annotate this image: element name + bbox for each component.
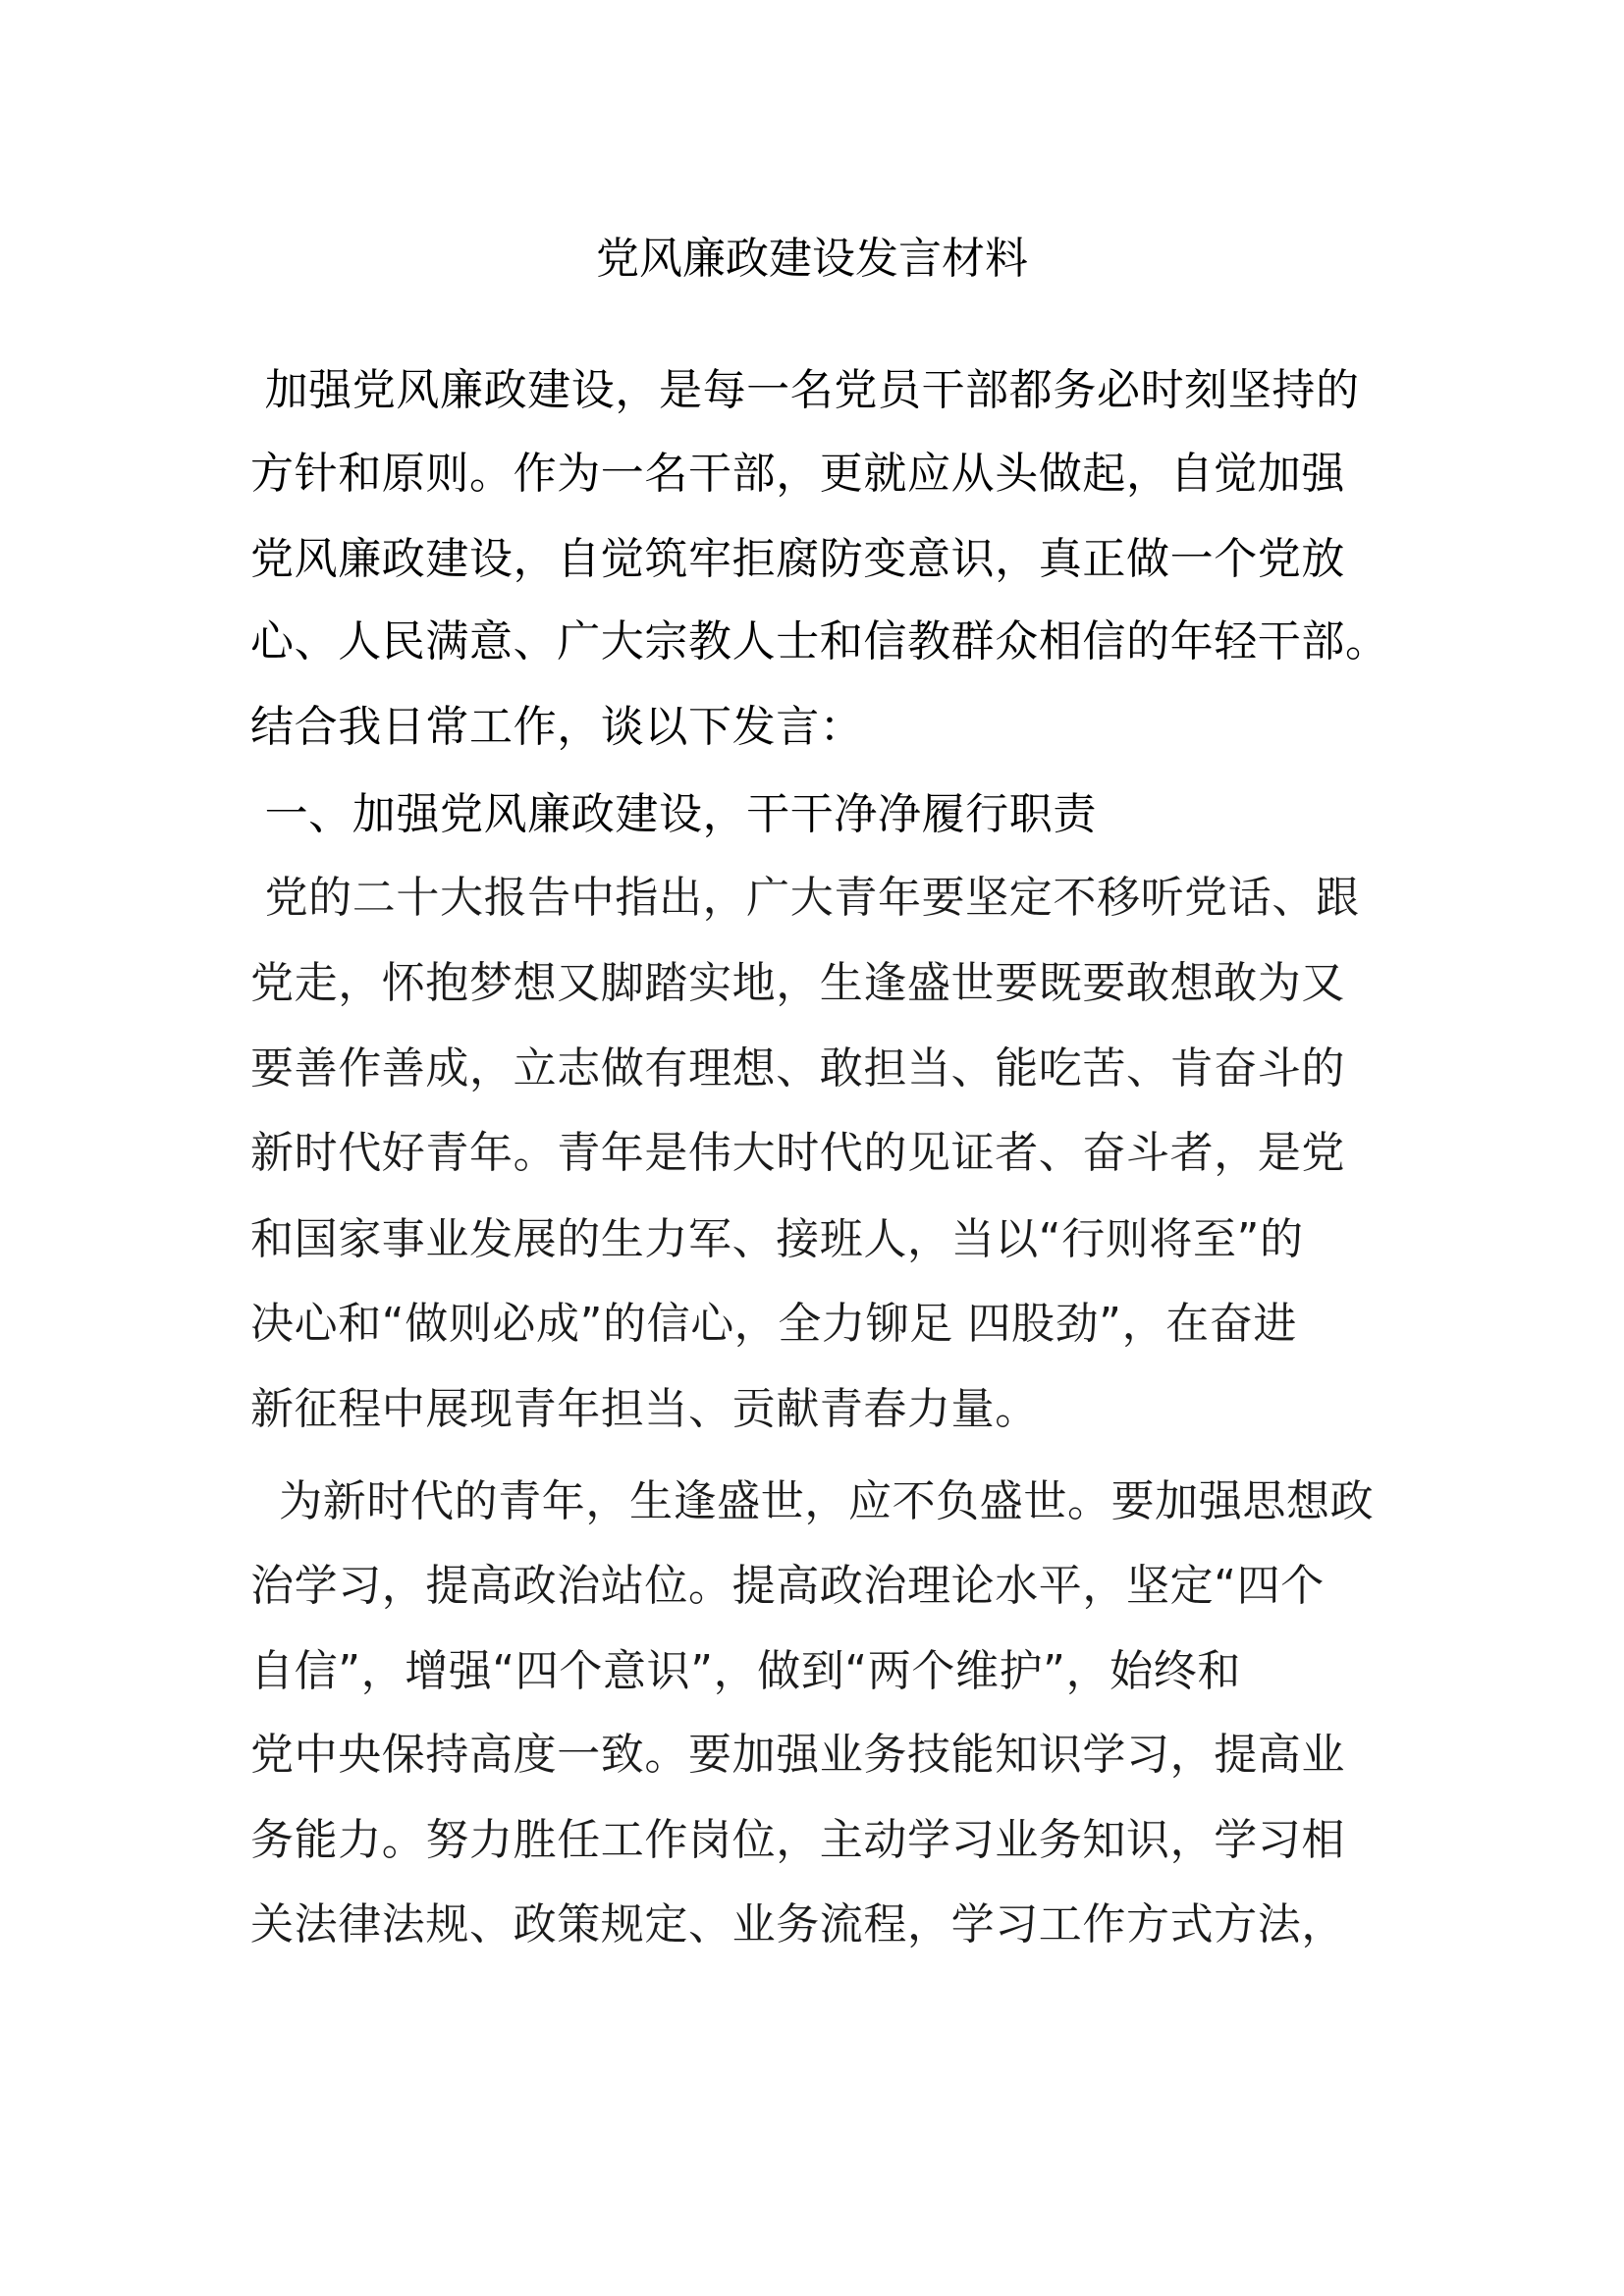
paragraph-line: 自信”，增强“四个意识”，做到“两个维护”，始终和 (250, 1646, 1241, 1696)
document-title: 党风廉政建设发言材料 (596, 234, 1028, 284)
paragraph-line: 新时代好青年。青年是伟大时代的见证者、奋斗者，是党 (250, 1128, 1345, 1178)
paragraph-line: 关法律法规、政策规定、业务流程，学习工作方式方法， (250, 1899, 1345, 1949)
paragraph-line: 党走，怀抱梦想又脚踏实地，生逢盛世要既要敢想敢为又 (250, 958, 1345, 1008)
section-heading: 一、加强党风廉政建设，干干净净履行职责 (250, 789, 1097, 839)
paragraph-line: 加强党风廉政建设，是每一名党员干部都务必时刻坚持的 (250, 365, 1360, 415)
paragraph-line: 为新时代的青年，生逢盛世，应不负盛世。要加强思想政 (250, 1476, 1375, 1526)
paragraph-line: 新征程中展现青年担当、贡献青春力量。 (250, 1384, 1039, 1434)
paragraph-line: 心、人民满意、广大宗教人士和信教群众相信的年轻干部。 (250, 616, 1389, 667)
paragraph-line: 党风廉政建设，自觉筑牢拒腐防变意识，真正做一个党放 (250, 534, 1345, 584)
paragraph-line: 方针和原则。作为一名干部，更就应从头做起，自觉加强 (250, 449, 1345, 499)
paragraph-line: 决心和“做则必成”的信心，全力铆足 四股劲”，在奋进 (250, 1299, 1297, 1349)
paragraph-line: 治学习，提高政治站位。提高政治理论水平，坚定“四个 (250, 1561, 1325, 1611)
paragraph-line: 党的二十大报告中指出，广大青年要坚定不移听党话、跟 (250, 873, 1360, 923)
paragraph-line: 务能力。努力胜任工作岗位，主动学习业务知识，学习相 (250, 1815, 1345, 1865)
paragraph-line: 党中央保持高度一致。要加强业务技能知识学习，提高业 (250, 1730, 1345, 1780)
paragraph-line: 要善作善成，立志做有理想、敢担当、能吃苦、肯奋斗的 (250, 1043, 1345, 1094)
paragraph-line: 和国家事业发展的生力军、接班人，当以“行则将至”的 (250, 1214, 1304, 1264)
paragraph-line: 结合我日常工作，谈以下发言： (250, 702, 864, 752)
